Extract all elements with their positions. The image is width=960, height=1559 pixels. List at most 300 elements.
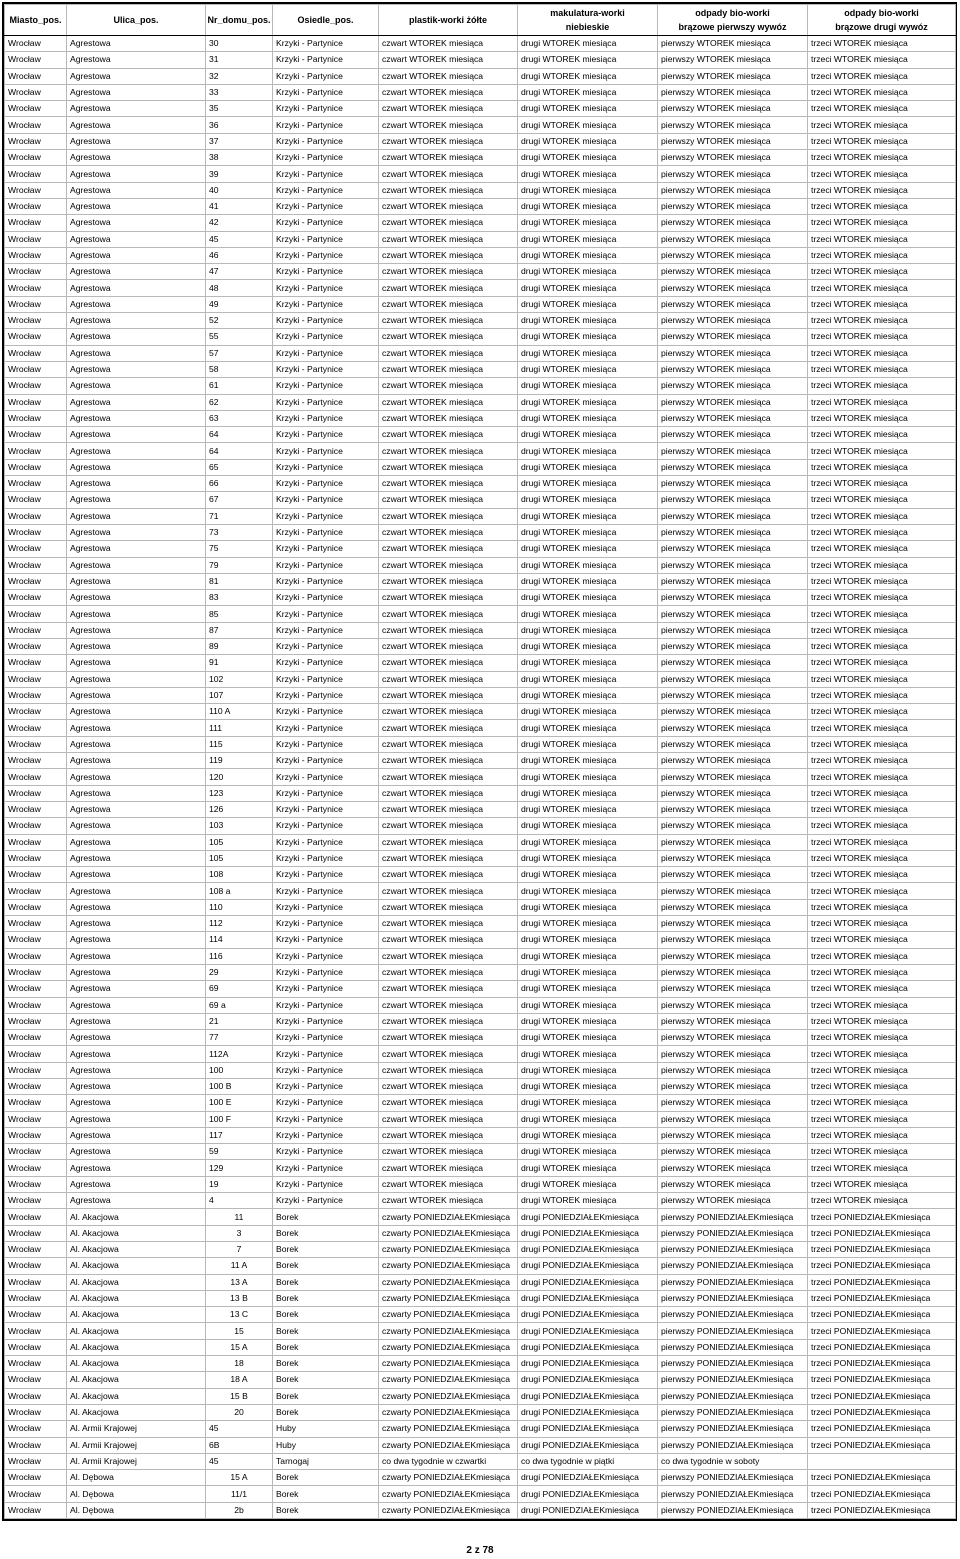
cell-plastic: czwart WTOREK miesiąca — [379, 964, 518, 980]
cell-bio-first: pierwszy WTOREK miesiąca — [658, 378, 808, 394]
table-row — [5, 981, 956, 997]
cell-city: Wrocław — [5, 1062, 67, 1078]
cell-district: Krzyki - Partynice — [273, 1095, 379, 1111]
cell-house-number: 15 A — [206, 1470, 273, 1486]
cell-district: Krzyki - Partynice — [273, 345, 379, 361]
cell-paper: drugi WTOREK miesiąca — [518, 541, 658, 557]
cell-bio-second: trzeci WTOREK miesiąca — [808, 981, 956, 997]
cell-bio-second — [808, 1453, 956, 1469]
cell-plastic: czwart WTOREK miesiąca — [379, 557, 518, 573]
cell-district: Krzyki - Partynice — [273, 1046, 379, 1062]
cell-house-number: 30 — [206, 36, 273, 52]
table-row — [5, 769, 956, 785]
cell-bio-second: trzeci WTOREK miesiąca — [808, 1079, 956, 1095]
cell-street: Al. Akacjowa — [67, 1290, 206, 1306]
cell-district: Borek — [273, 1404, 379, 1420]
cell-paper: drugi WTOREK miesiąca — [518, 704, 658, 720]
cell-bio-first: pierwszy PONIEDZIAŁEKmiesiąca — [658, 1404, 808, 1420]
cell-bio-second: trzeci WTOREK miesiąca — [808, 899, 956, 915]
cell-plastic: czwarty PONIEDZIAŁEKmiesiąca — [379, 1404, 518, 1420]
table-row — [5, 1290, 956, 1306]
table-row — [5, 573, 956, 589]
cell-city: Wrocław — [5, 427, 67, 443]
table-row — [5, 622, 956, 638]
cell-bio-second: trzeci WTOREK miesiąca — [808, 427, 956, 443]
cell-paper: drugi WTOREK miesiąca — [518, 361, 658, 377]
cell-paper: drugi WTOREK miesiąca — [518, 247, 658, 263]
cell-plastic: czwart WTOREK miesiąca — [379, 1062, 518, 1078]
header-label: Nr_domu_pos. — [207, 15, 271, 25]
cell-bio-first: pierwszy WTOREK miesiąca — [658, 1176, 808, 1192]
cell-district: Krzyki - Partynice — [273, 394, 379, 410]
cell-bio-first: pierwszy WTOREK miesiąca — [658, 1144, 808, 1160]
cell-district: Borek — [273, 1323, 379, 1339]
schedule-sheet — [2, 2, 957, 1521]
cell-bio-first: pierwszy WTOREK miesiąca — [658, 84, 808, 100]
cell-city: Wrocław — [5, 329, 67, 345]
cell-bio-first: pierwszy WTOREK miesiąca — [658, 704, 808, 720]
cell-street: Agrestowa — [67, 508, 206, 524]
cell-paper: drugi PONIEDZIAŁEKmiesiąca — [518, 1290, 658, 1306]
cell-house-number: 37 — [206, 133, 273, 149]
cell-plastic: czwart WTOREK miesiąca — [379, 834, 518, 850]
cell-bio-first: pierwszy WTOREK miesiąca — [658, 850, 808, 866]
cell-street: Al. Akacjowa — [67, 1356, 206, 1372]
cell-district: Krzyki - Partynice — [273, 198, 379, 214]
table-row — [5, 1404, 956, 1420]
cell-street: Agrestowa — [67, 182, 206, 198]
cell-house-number: 110 A — [206, 704, 273, 720]
cell-street: Al. Akacjowa — [67, 1307, 206, 1323]
cell-city: Wrocław — [5, 1307, 67, 1323]
cell-plastic: czwart WTOREK miesiąca — [379, 1013, 518, 1029]
cell-bio-second: trzeci WTOREK miesiąca — [808, 671, 956, 687]
cell-city: Wrocław — [5, 1160, 67, 1176]
cell-paper: drugi WTOREK miesiąca — [518, 101, 658, 117]
page-number: 2 z 78 — [466, 1545, 494, 1556]
cell-bio-second: trzeci WTOREK miesiąca — [808, 476, 956, 492]
cell-street: Agrestowa — [67, 850, 206, 866]
cell-street: Agrestowa — [67, 655, 206, 671]
cell-house-number: 47 — [206, 264, 273, 280]
cell-bio-second: trzeci WTOREK miesiąca — [808, 883, 956, 899]
cell-city: Wrocław — [5, 231, 67, 247]
cell-house-number: 119 — [206, 753, 273, 769]
cell-paper: drugi WTOREK miesiąca — [518, 508, 658, 524]
cell-street: Agrestowa — [67, 313, 206, 329]
cell-plastic: czwart WTOREK miesiąca — [379, 916, 518, 932]
cell-district: Krzyki - Partynice — [273, 557, 379, 573]
cell-plastic: czwart WTOREK miesiąca — [379, 313, 518, 329]
cell-bio-first: pierwszy WTOREK miesiąca — [658, 997, 808, 1013]
cell-city: Wrocław — [5, 1046, 67, 1062]
cell-street: Agrestowa — [67, 557, 206, 573]
cell-bio-first: pierwszy WTOREK miesiąca — [658, 52, 808, 68]
cell-paper: drugi PONIEDZIAŁEKmiesiąca — [518, 1209, 658, 1225]
cell-street: Agrestowa — [67, 687, 206, 703]
cell-plastic: czwart WTOREK miesiąca — [379, 459, 518, 475]
cell-plastic: czwarty PONIEDZIAŁEKmiesiąca — [379, 1323, 518, 1339]
cell-bio-first: pierwszy WTOREK miesiąca — [658, 638, 808, 654]
cell-street: Agrestowa — [67, 1144, 206, 1160]
cell-street: Agrestowa — [67, 329, 206, 345]
cell-street: Agrestowa — [67, 769, 206, 785]
table-row — [5, 1046, 956, 1062]
cell-street: Agrestowa — [67, 1062, 206, 1078]
cell-paper: drugi WTOREK miesiąca — [518, 68, 658, 84]
cell-bio-second: trzeci PONIEDZIAŁEKmiesiąca — [808, 1307, 956, 1323]
cell-paper: drugi WTOREK miesiąca — [518, 573, 658, 589]
cell-bio-second: trzeci WTOREK miesiąca — [808, 36, 956, 52]
cell-district: Borek — [273, 1290, 379, 1306]
table-row — [5, 329, 956, 345]
cell-bio-first: pierwszy WTOREK miesiąca — [658, 671, 808, 687]
cell-district: Krzyki - Partynice — [273, 948, 379, 964]
cell-city: Wrocław — [5, 883, 67, 899]
cell-house-number: 107 — [206, 687, 273, 703]
cell-paper: drugi WTOREK miesiąca — [518, 150, 658, 166]
cell-street: Agrestowa — [67, 68, 206, 84]
cell-house-number: 58 — [206, 361, 273, 377]
cell-plastic: czwart WTOREK miesiąca — [379, 68, 518, 84]
cell-house-number: 126 — [206, 801, 273, 817]
table-row — [5, 720, 956, 736]
cell-plastic: czwart WTOREK miesiąca — [379, 182, 518, 198]
header-col-city — [5, 5, 67, 36]
cell-house-number: 49 — [206, 296, 273, 312]
cell-bio-second: trzeci WTOREK miesiąca — [808, 687, 956, 703]
cell-paper: drugi PONIEDZIAŁEKmiesiąca — [518, 1323, 658, 1339]
cell-house-number: 6B — [206, 1437, 273, 1453]
cell-house-number: 117 — [206, 1127, 273, 1143]
cell-house-number: 62 — [206, 394, 273, 410]
table-row — [5, 1486, 956, 1502]
cell-paper: drugi WTOREK miesiąca — [518, 1030, 658, 1046]
cell-plastic: czwart WTOREK miesiąca — [379, 720, 518, 736]
cell-street: Agrestowa — [67, 524, 206, 540]
cell-plastic: czwart WTOREK miesiąca — [379, 280, 518, 296]
cell-bio-first: pierwszy WTOREK miesiąca — [658, 1095, 808, 1111]
cell-district: Krzyki - Partynice — [273, 1160, 379, 1176]
table-row — [5, 1030, 956, 1046]
cell-district: Krzyki - Partynice — [273, 427, 379, 443]
cell-paper: drugi WTOREK miesiąca — [518, 834, 658, 850]
cell-district: Krzyki - Partynice — [273, 84, 379, 100]
cell-paper: drugi WTOREK miesiąca — [518, 36, 658, 52]
cell-city: Wrocław — [5, 981, 67, 997]
cell-street: Agrestowa — [67, 753, 206, 769]
table-row — [5, 117, 956, 133]
cell-bio-first: pierwszy PONIEDZIAŁEKmiesiąca — [658, 1323, 808, 1339]
cell-house-number: 66 — [206, 476, 273, 492]
cell-city: Wrocław — [5, 52, 67, 68]
cell-bio-second: trzeci WTOREK miesiąca — [808, 736, 956, 752]
cell-district: Krzyki - Partynice — [273, 916, 379, 932]
table-row — [5, 1502, 956, 1518]
cell-street: Agrestowa — [67, 867, 206, 883]
cell-bio-second: trzeci PONIEDZIAŁEKmiesiąca — [808, 1323, 956, 1339]
cell-plastic: czwart WTOREK miesiąca — [379, 704, 518, 720]
cell-city: Wrocław — [5, 280, 67, 296]
cell-house-number: 31 — [206, 52, 273, 68]
cell-bio-first: pierwszy WTOREK miesiąca — [658, 573, 808, 589]
table-row — [5, 313, 956, 329]
cell-city: Wrocław — [5, 394, 67, 410]
cell-street: Agrestowa — [67, 1013, 206, 1029]
cell-paper: drugi WTOREK miesiąca — [518, 964, 658, 980]
cell-bio-first: pierwszy WTOREK miesiąca — [658, 427, 808, 443]
cell-house-number: 45 — [206, 231, 273, 247]
cell-house-number: 85 — [206, 606, 273, 622]
cell-street: Agrestowa — [67, 378, 206, 394]
cell-paper: drugi WTOREK miesiąca — [518, 296, 658, 312]
cell-house-number: 41 — [206, 198, 273, 214]
cell-district: Krzyki - Partynice — [273, 622, 379, 638]
cell-bio-second: trzeci WTOREK miesiąca — [808, 964, 956, 980]
cell-plastic: czwart WTOREK miesiąca — [379, 492, 518, 508]
cell-district: Krzyki - Partynice — [273, 981, 379, 997]
cell-city: Wrocław — [5, 443, 67, 459]
cell-bio-second: trzeci WTOREK miesiąca — [808, 410, 956, 426]
cell-street: Agrestowa — [67, 345, 206, 361]
cell-street: Agrestowa — [67, 948, 206, 964]
cell-bio-second: trzeci PONIEDZIAŁEKmiesiąca — [808, 1290, 956, 1306]
cell-district: Krzyki - Partynice — [273, 1030, 379, 1046]
cell-paper: drugi WTOREK miesiąca — [518, 606, 658, 622]
cell-city: Wrocław — [5, 150, 67, 166]
cell-bio-first: pierwszy WTOREK miesiąca — [658, 1160, 808, 1176]
cell-plastic: czwart WTOREK miesiąca — [379, 101, 518, 117]
cell-street: Al. Dębowa — [67, 1470, 206, 1486]
cell-street: Agrestowa — [67, 133, 206, 149]
cell-plastic: czwart WTOREK miesiąca — [379, 345, 518, 361]
cell-bio-first: pierwszy PONIEDZIAŁEKmiesiąca — [658, 1225, 808, 1241]
cell-city: Wrocław — [5, 655, 67, 671]
cell-district: Huby — [273, 1421, 379, 1437]
cell-bio-second: trzeci WTOREK miesiąca — [808, 345, 956, 361]
cell-bio-first: pierwszy WTOREK miesiąca — [658, 1127, 808, 1143]
cell-district: Borek — [273, 1307, 379, 1323]
table-row — [5, 296, 956, 312]
cell-district: Krzyki - Partynice — [273, 508, 379, 524]
table-row — [5, 557, 956, 573]
cell-house-number: 42 — [206, 215, 273, 231]
table-row — [5, 1307, 956, 1323]
cell-bio-first: pierwszy PONIEDZIAŁEKmiesiąca — [658, 1421, 808, 1437]
table-row — [5, 687, 956, 703]
cell-house-number: 2b — [206, 1502, 273, 1518]
cell-bio-second: trzeci PONIEDZIAŁEKmiesiąca — [808, 1470, 956, 1486]
cell-house-number: 20 — [206, 1404, 273, 1420]
cell-bio-first: pierwszy WTOREK miesiąca — [658, 247, 808, 263]
cell-bio-first: pierwszy WTOREK miesiąca — [658, 557, 808, 573]
cell-house-number: 129 — [206, 1160, 273, 1176]
cell-plastic: czwart WTOREK miesiąca — [379, 247, 518, 263]
cell-city: Wrocław — [5, 964, 67, 980]
table-row — [5, 867, 956, 883]
cell-paper: drugi PONIEDZIAŁEKmiesiąca — [518, 1486, 658, 1502]
cell-plastic: czwart WTOREK miesiąca — [379, 753, 518, 769]
cell-city: Wrocław — [5, 1339, 67, 1355]
table-row — [5, 964, 956, 980]
cell-district: Krzyki - Partynice — [273, 899, 379, 915]
cell-bio-first: pierwszy PONIEDZIAŁEKmiesiąca — [658, 1241, 808, 1257]
header-label: makulatura-worki — [550, 8, 625, 18]
table-row — [5, 361, 956, 377]
cell-city: Wrocław — [5, 769, 67, 785]
cell-paper: drugi WTOREK miesiąca — [518, 231, 658, 247]
cell-bio-second: trzeci PONIEDZIAŁEKmiesiąca — [808, 1404, 956, 1420]
cell-bio-second: trzeci WTOREK miesiąca — [808, 1176, 956, 1192]
cell-city: Wrocław — [5, 867, 67, 883]
cell-street: Al. Akacjowa — [67, 1258, 206, 1274]
cell-plastic: czwart WTOREK miesiąca — [379, 410, 518, 426]
cell-city: Wrocław — [5, 133, 67, 149]
table-row — [5, 182, 956, 198]
cell-city: Wrocław — [5, 557, 67, 573]
cell-paper: drugi WTOREK miesiąca — [518, 916, 658, 932]
cell-district: Krzyki - Partynice — [273, 687, 379, 703]
cell-city: Wrocław — [5, 753, 67, 769]
cell-city: Wrocław — [5, 1470, 67, 1486]
cell-city: Wrocław — [5, 247, 67, 263]
cell-bio-first: pierwszy WTOREK miesiąca — [658, 867, 808, 883]
header-label: niebieskie — [565, 22, 610, 32]
table-row — [5, 736, 956, 752]
cell-street: Agrestowa — [67, 1127, 206, 1143]
cell-street: Agrestowa — [67, 590, 206, 606]
cell-street: Agrestowa — [67, 150, 206, 166]
cell-district: Krzyki - Partynice — [273, 361, 379, 377]
cell-city: Wrocław — [5, 361, 67, 377]
cell-bio-first: pierwszy WTOREK miesiąca — [658, 117, 808, 133]
cell-bio-second: trzeci WTOREK miesiąca — [808, 573, 956, 589]
cell-district: Krzyki - Partynice — [273, 150, 379, 166]
cell-bio-second: trzeci WTOREK miesiąca — [808, 101, 956, 117]
cell-bio-second: trzeci PONIEDZIAŁEKmiesiąca — [808, 1421, 956, 1437]
cell-bio-first: pierwszy WTOREK miesiąca — [658, 720, 808, 736]
table-row — [5, 948, 956, 964]
cell-city: Wrocław — [5, 671, 67, 687]
cell-paper: drugi WTOREK miesiąca — [518, 476, 658, 492]
cell-district: Borek — [273, 1486, 379, 1502]
cell-district: Krzyki - Partynice — [273, 247, 379, 263]
cell-bio-first: pierwszy WTOREK miesiąca — [658, 133, 808, 149]
cell-plastic: czwart WTOREK miesiąca — [379, 1095, 518, 1111]
table-row — [5, 638, 956, 654]
table-row — [5, 52, 956, 68]
header-col-bio-first — [658, 5, 808, 36]
table-row — [5, 1258, 956, 1274]
cell-bio-first: pierwszy WTOREK miesiąca — [658, 410, 808, 426]
table-row — [5, 671, 956, 687]
cell-bio-second: trzeci WTOREK miesiąca — [808, 867, 956, 883]
cell-paper: drugi WTOREK miesiąca — [518, 1095, 658, 1111]
cell-bio-first: pierwszy PONIEDZIAŁEKmiesiąca — [658, 1470, 808, 1486]
cell-plastic: czwarty PONIEDZIAŁEKmiesiąca — [379, 1290, 518, 1306]
cell-street: Agrestowa — [67, 704, 206, 720]
cell-city: Wrocław — [5, 476, 67, 492]
cell-bio-second: trzeci WTOREK miesiąca — [808, 916, 956, 932]
cell-house-number: 57 — [206, 345, 273, 361]
cell-street: Agrestowa — [67, 541, 206, 557]
cell-paper: drugi WTOREK miesiąca — [518, 215, 658, 231]
cell-bio-second: trzeci WTOREK miesiąca — [808, 834, 956, 850]
cell-plastic: czwart WTOREK miesiąca — [379, 606, 518, 622]
cell-plastic: czwarty PONIEDZIAŁEKmiesiąca — [379, 1486, 518, 1502]
cell-bio-first: pierwszy WTOREK miesiąca — [658, 264, 808, 280]
cell-house-number: 63 — [206, 410, 273, 426]
cell-district: Krzyki - Partynice — [273, 834, 379, 850]
header-label: plastik-worki żółte — [408, 15, 488, 25]
cell-house-number: 11 — [206, 1209, 273, 1225]
cell-house-number: 52 — [206, 313, 273, 329]
cell-street: Agrestowa — [67, 606, 206, 622]
cell-city: Wrocław — [5, 1176, 67, 1192]
cell-plastic: czwarty PONIEDZIAŁEKmiesiąca — [379, 1274, 518, 1290]
cell-plastic: czwart WTOREK miesiąca — [379, 361, 518, 377]
cell-paper: drugi WTOREK miesiąca — [518, 736, 658, 752]
table-row — [5, 476, 956, 492]
cell-street: Agrestowa — [67, 492, 206, 508]
cell-bio-first: pierwszy WTOREK miesiąca — [658, 948, 808, 964]
cell-paper: drugi WTOREK miesiąca — [518, 84, 658, 100]
table-row — [5, 997, 956, 1013]
table-row — [5, 834, 956, 850]
cell-plastic: czwarty PONIEDZIAŁEKmiesiąca — [379, 1258, 518, 1274]
cell-street: Al. Akacjowa — [67, 1209, 206, 1225]
cell-bio-second: trzeci WTOREK miesiąca — [808, 133, 956, 149]
cell-house-number: 13 A — [206, 1274, 273, 1290]
cell-city: Wrocław — [5, 736, 67, 752]
cell-house-number: 69 — [206, 981, 273, 997]
cell-district: Krzyki - Partynice — [273, 313, 379, 329]
cell-paper: drugi WTOREK miesiąca — [518, 883, 658, 899]
cell-paper: drugi WTOREK miesiąca — [518, 1046, 658, 1062]
cell-bio-second: trzeci WTOREK miesiąca — [808, 1095, 956, 1111]
table-row — [5, 1176, 956, 1192]
cell-bio-first: pierwszy PONIEDZIAŁEKmiesiąca — [658, 1290, 808, 1306]
cell-street: Agrestowa — [67, 1111, 206, 1127]
cell-city: Wrocław — [5, 524, 67, 540]
cell-plastic: czwart WTOREK miesiąca — [379, 133, 518, 149]
cell-city: Wrocław — [5, 818, 67, 834]
cell-city: Wrocław — [5, 68, 67, 84]
cell-street: Agrestowa — [67, 1095, 206, 1111]
cell-plastic: czwart WTOREK miesiąca — [379, 215, 518, 231]
cell-house-number: 123 — [206, 785, 273, 801]
cell-street: Al. Armii Krajowej — [67, 1421, 206, 1437]
cell-paper: drugi WTOREK miesiąca — [518, 459, 658, 475]
cell-city: Wrocław — [5, 378, 67, 394]
cell-plastic: czwart WTOREK miesiąca — [379, 52, 518, 68]
cell-plastic: czwart WTOREK miesiąca — [379, 198, 518, 214]
cell-street: Agrestowa — [67, 916, 206, 932]
cell-house-number: 18 A — [206, 1372, 273, 1388]
cell-bio-first: pierwszy PONIEDZIAŁEKmiesiąca — [658, 1372, 808, 1388]
table-row — [5, 704, 956, 720]
cell-bio-first: pierwszy WTOREK miesiąca — [658, 1193, 808, 1209]
cell-street: Agrestowa — [67, 361, 206, 377]
cell-plastic: czwart WTOREK miesiąca — [379, 84, 518, 100]
cell-plastic: czwart WTOREK miesiąca — [379, 394, 518, 410]
cell-bio-second: trzeci WTOREK miesiąca — [808, 704, 956, 720]
cell-district: Tarnogaj — [273, 1453, 379, 1469]
cell-street: Agrestowa — [67, 671, 206, 687]
cell-plastic: czwart WTOREK miesiąca — [379, 150, 518, 166]
cell-bio-first: pierwszy WTOREK miesiąca — [658, 1062, 808, 1078]
cell-house-number: 39 — [206, 166, 273, 182]
